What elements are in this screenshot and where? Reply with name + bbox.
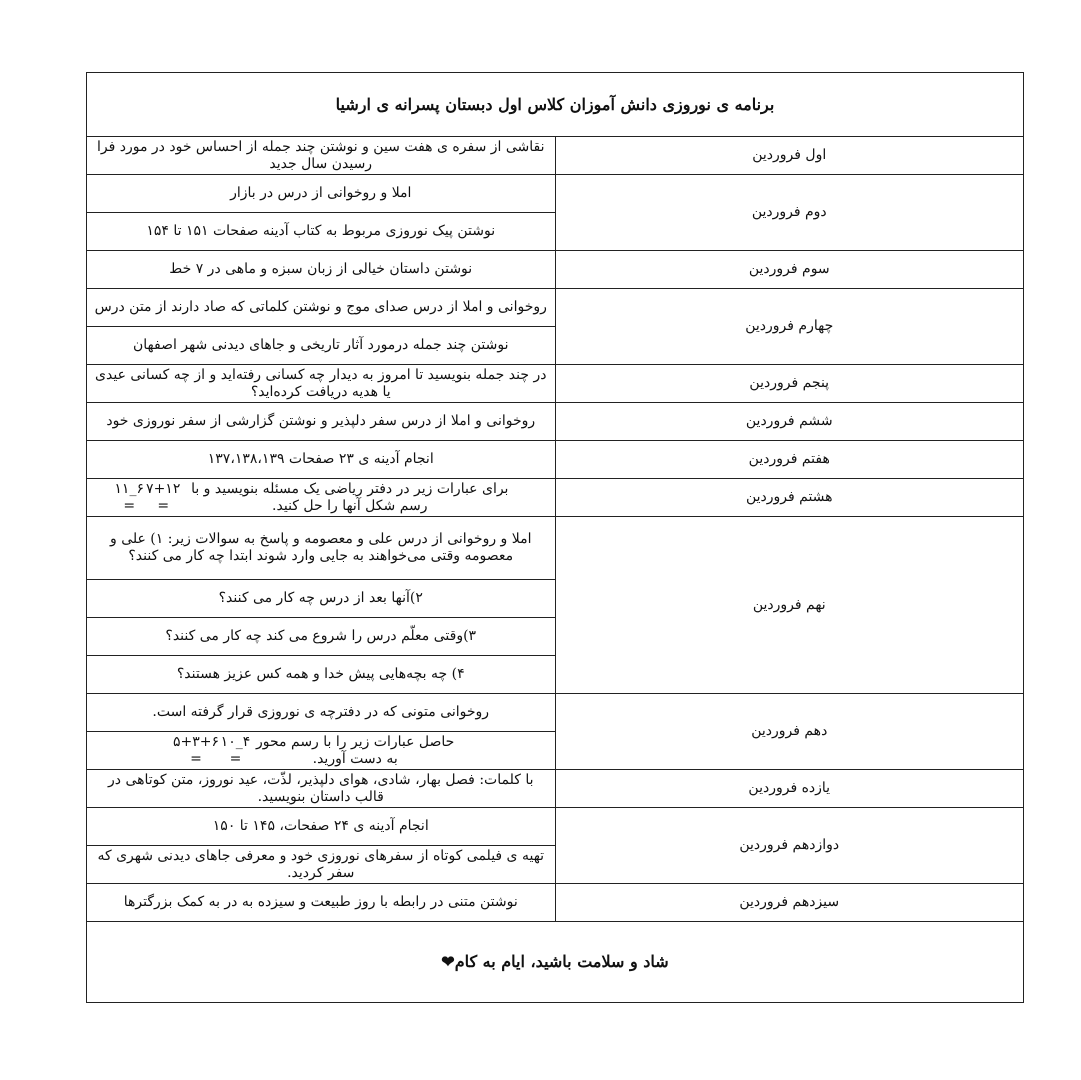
day-11: یازده فروردین [555,770,1024,808]
task: تهیه ی فیلمی کوتاه از سفرهای نوروزی خود و معرفی جاهای دیدنی شهری که سفر کردید. [87,846,556,884]
task: نقاشی از سفره ی هفت سین و نوشتن چند جمله از احساس خود در مورد فرا رسیدن سال جدید [87,137,556,175]
task: نوشتن پیک نوروزی مربوط به کتاب آدینه صفحات ۱۵۱ تا ۱۵۴ [87,213,556,251]
task: با کلمات: فصل بهار، شادی، هوای دلپذیر، لذّت، عید نوروز، متن کوتاهی در قالب داستان بنویسید. [87,770,556,808]
day-13: سیزدهم فروردین [555,884,1024,922]
task: روخوانی و املا از درس سفر دلپذیر و نوشتن گزارشی از سفر نوروزی خود [87,403,556,441]
task: انجام آدینه ی ۲۳ صفحات ۱۳۷،۱۳۸،۱۳۹ [87,441,556,479]
day-2: دوم فروردین [555,175,1024,251]
task-text: حاصل عبارات زیر را با رسم محور به دست آورید. [256,733,455,767]
task: در چند جمله بنویسید تا امروز به دیدار چه کسانی رفته‌اید و از چه کسانی عیدی یا هدیه دریافت کرده‌اید؟ [87,365,556,403]
task [87,479,556,517]
day-3: سوم فروردین [555,251,1024,289]
table-title: برنامه ی نوروزی دانش آموزان کلاس اول دبستان پسرانه ی ارشیا [87,73,1024,137]
day-7: هفتم فروردین [555,441,1024,479]
day-12: دوازدهم فروردین [555,808,1024,884]
math-expr: ۵+۳+۶ = [173,733,220,767]
task: روخوانی و املا از درس صدای موج و نوشتن کلماتی که صاد دارند از متن درس [87,289,556,327]
nowruz-schedule-table [86,72,1024,1003]
task: انجام آدینه ی ۲۴ صفحات، ۱۴۵ تا ۱۵۰ [87,808,556,846]
day-4: چهارم فروردین [555,289,1024,365]
day-6: ششم فروردین [555,403,1024,441]
day-9: نهم فروردین [555,517,1024,694]
task: نوشتن داستان خیالی از زبان سبزه و ماهی در ۷ خط [87,251,556,289]
task: ۲)آنها بعد از درس چه کار می کنند؟ [87,580,556,618]
day-5: پنجم فروردین [555,365,1024,403]
day-8: هشتم فروردین [555,479,1024,517]
math-expr: ۷+۱۲ = [146,480,181,514]
task: ۴) چه بچه‌هایی پیش خدا و همه کس عزیز هستند؟ [87,656,556,694]
task: نوشتن متنی در رابطه با روز طبیعت و سیزده به در به کمک بزرگترها [87,884,556,922]
task: املا و روخوانی از درس در بازار [87,175,556,213]
task: ۳)وقتی معلّم درس را شروع می کند چه کار می کنند؟ [87,618,556,656]
day-10: دهم فروردین [555,694,1024,770]
day-1: اول فروردین [555,137,1024,175]
task-text: برای عبارات زیر در دفتر ریاضی یک مسئله بنویسید و با رسم شکل آنها را حل کنید. [191,480,509,514]
task [87,732,556,770]
math-expr: ۱۰_۴ = [220,733,251,767]
task: روخوانی متونی که در دفترچه ی نوروزی قرار گرفته است. [87,694,556,732]
math-expr: ۱۱_۶ = [114,480,144,514]
footer-greeting: شاد و سلامت باشید، ایام به کام❤ [87,922,1024,1003]
task: املا و روخوانی از درس علی و معصومه و پاسخ به سوالات زیر: ۱) علی و معصومه وقتی می‌خواهند به جایی وارد شوند ابتدا چه کار می کنند؟ [87,517,556,580]
task: نوشتن چند جمله درمورد آثار تاریخی و جاهای دیدنی شهر اصفهان [87,327,556,365]
